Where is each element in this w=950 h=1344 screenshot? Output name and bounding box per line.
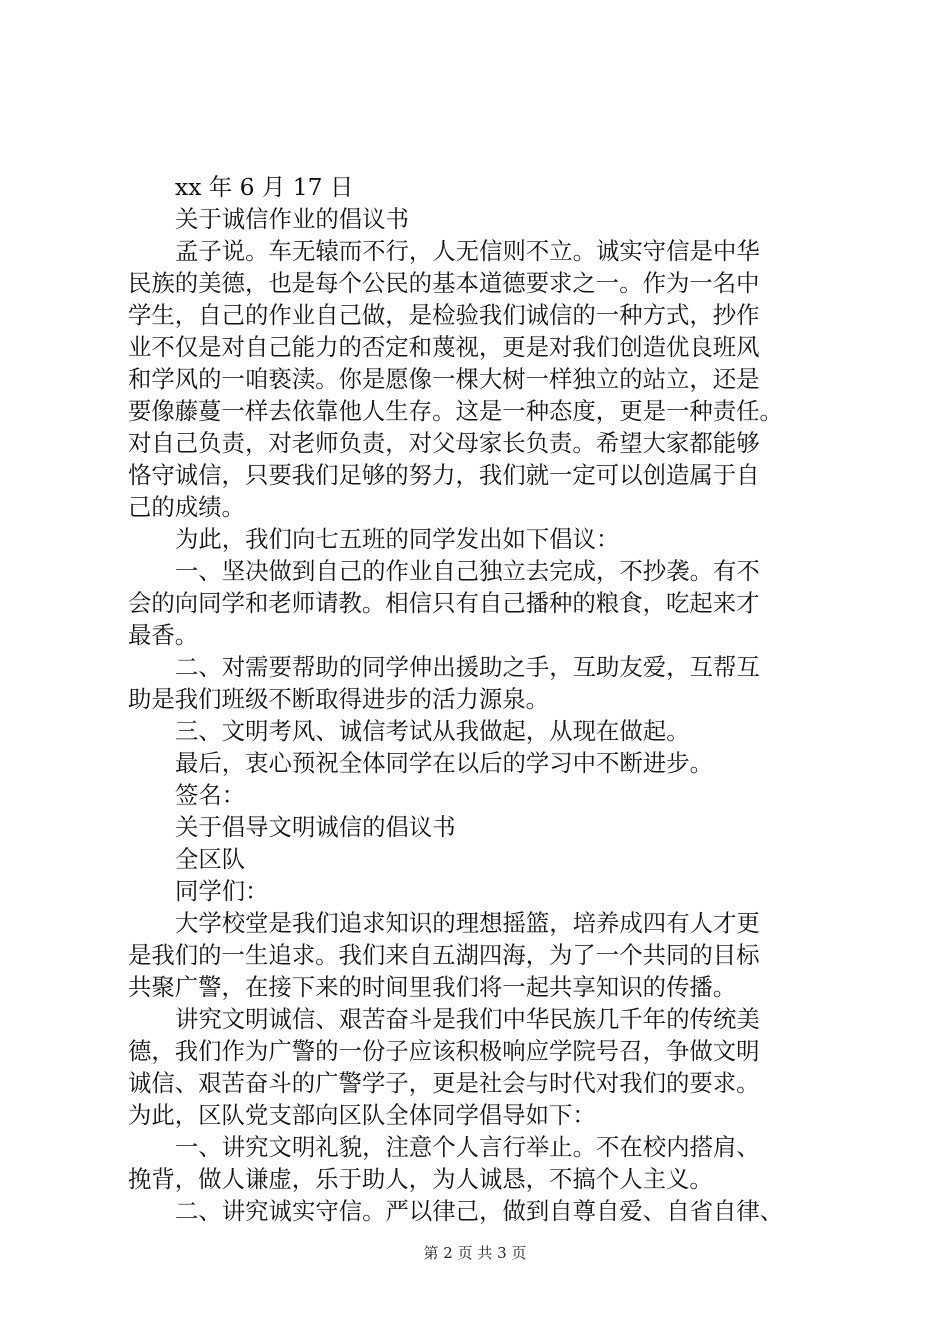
text-line: 同学们： [175,877,269,905]
text-line: 二、讲究诚实守信。严以律己，做到自尊自爱、自省自律、 [175,1197,784,1225]
text-line: 学生，自己的作业自己做，是检验我们诚信的一种方式，抄作 [128,301,760,329]
text-line: 全区队 [175,845,246,873]
text-line: 最后，衷心预祝全体同学在以后的学习中不断进步。 [175,749,713,777]
text-line: 关于诚信作业的倡议书 [175,205,409,233]
text-line: 德，我们作为广警的一份子应该积极响应学院号召，争做文明 [128,1037,760,1065]
text-line: 为此，我们向七五班的同学发出如下倡议： [175,525,620,553]
text-line: 一、讲究文明礼貌，注意个人言行举止。不在校内搭肩、 [175,1133,760,1161]
text-line: 讲究文明诚信、艰苦奋斗是我们中华民族几千年的传统美 [175,1005,760,1033]
text-line: 助是我们班级不断取得进步的活力源泉。 [128,685,550,713]
text-line: 关于倡导文明诚信的倡议书 [175,813,456,841]
text-line: xx 年 6 月 17 日 [175,173,354,201]
text-line: 签名： [175,781,246,809]
text-line: 挽背，做人谦虚，乐于助人，为人诚恳，不搞个人主义。 [128,1165,713,1193]
page-footer: 第 2 页 共 3 页 [423,1244,527,1262]
text-line: 诚信、艰苦奋斗的广警学子，更是社会与时代对我们的要求。 [128,1069,760,1097]
text-line: 己的成绩。 [128,493,245,521]
text-line: 对自己负责，对老师负责，对父母家长负责。希望大家都能够 [128,429,760,457]
text-line: 会的向同学和老师请教。相信只有自己播种的粮食，吃起来才 [128,589,760,617]
text-line: 业不仅是对自己能力的否定和蔑视，更是对我们创造优良班风 [128,333,760,361]
text-line: 要像藤蔓一样去依靠他人生存。这是一种态度，更是一种责任。 [128,397,783,425]
text-line: 和学风的一咱亵渎。你是愿像一棵大树一样独立的站立，还是 [128,365,760,393]
text-line: 三、文明考风、诚信考试从我做起，从现在做起。 [175,717,690,745]
text-line: 大学校堂是我们追求知识的理想摇篮，培养成四有人才更 [175,909,760,937]
text-line: 民族的美德，也是每个公民的基本道德要求之一。作为一名中 [128,269,760,297]
text-line: 最香。 [128,621,199,649]
text-line: 恪守诚信，只要我们足够的努力，我们就一定可以创造属于自 [128,461,760,489]
text-line: 为此，区队党支部向区队全体同学倡导如下： [128,1101,596,1129]
text-line: 孟子说。车无辕而不行，人无信则不立。诚实守信是中华 [175,237,760,265]
text-line: 是我们的一生追求。我们来自五湖四海，为了一个共同的目标 [128,941,760,969]
document-body [128,171,836,1227]
text-line: 一、坚决做到自己的作业自己独立去完成，不抄袭。有不 [175,557,760,585]
text-line: 二、对需要帮助的同学伸出援助之手，互助友爱，互帮互 [175,653,760,681]
text-line: 共聚广警，在接下来的时间里我们将一起共享知识的传播。 [128,973,737,1001]
